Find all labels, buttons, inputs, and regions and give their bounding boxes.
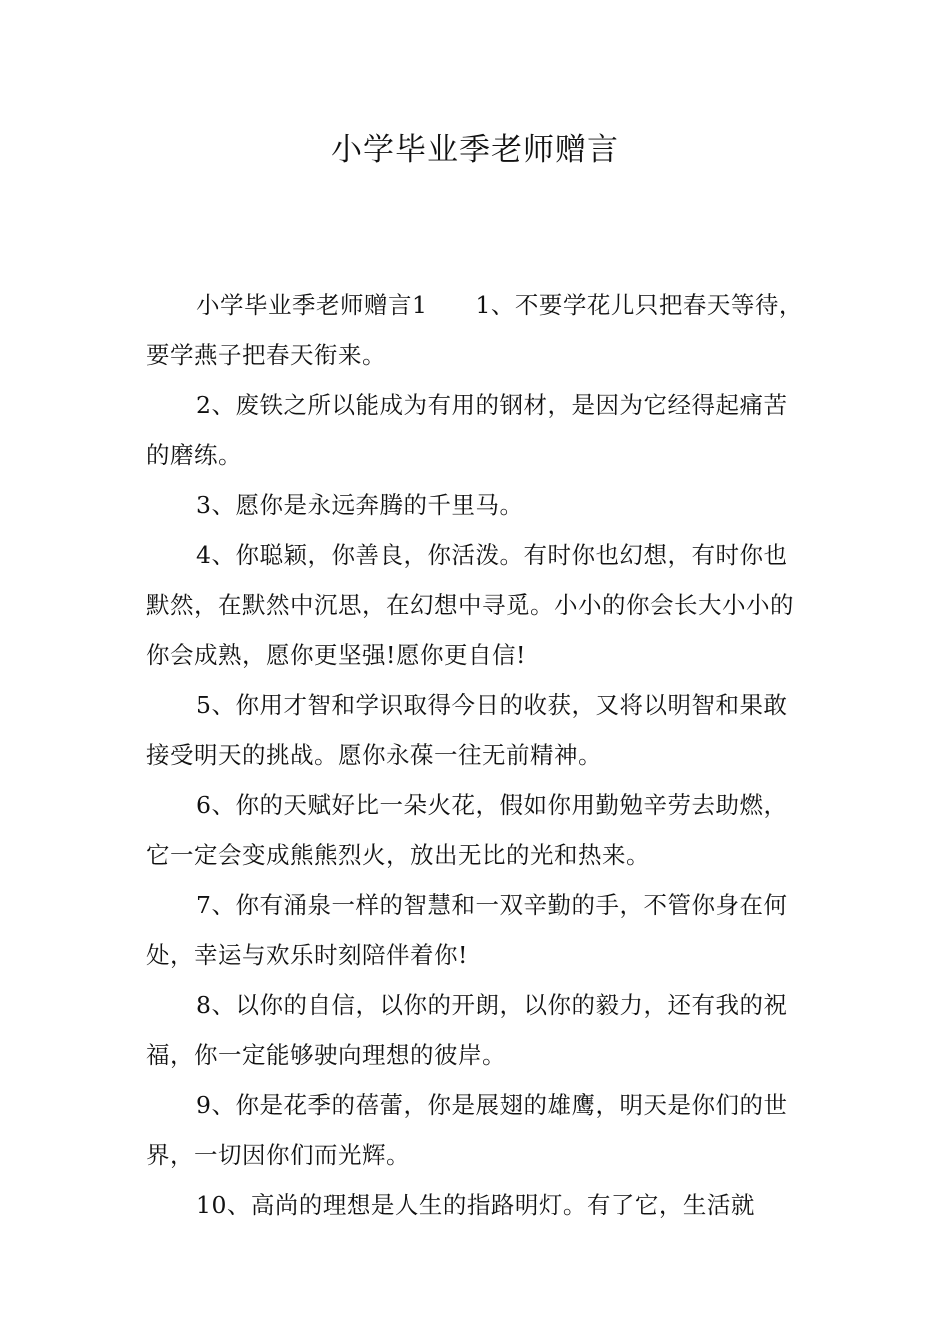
paragraph-3: 3、愿你是永远奔腾的千里马。: [196, 491, 524, 519]
paragraph-5: 5、你用才智和学识取得今日的收获，又将以明智和果敢接受明天的挑战。愿你永葆一往无前精神。: [146, 691, 788, 769]
paragraph-1: 小学毕业季老师赠言1 1、不要学花儿只把春天等待，要学燕子把春天衔来。: [146, 291, 803, 369]
paragraph-9: 9、你是花季的蓓蕾，你是展翅的雄鹰，明天是你们的世界，一切因你们而光辉。: [146, 1091, 788, 1169]
paragraph-7: 7、你有涌泉一样的智慧和一双辛勤的手，不管你身在何处，幸运与欢乐时刻陪伴着你!: [146, 891, 788, 969]
document-body: [146, 280, 811, 1230]
paragraph-4: 4、你聪颖，你善良，你活泼。有时你也幻想，有时你也默然，在默然中沉思，在幻想中寻觅。小小的你会长大小小的你会成熟，愿你更坚强!愿你更自信!: [146, 541, 794, 669]
paragraph-2: 2、废铁之所以能成为有用的钢材，是因为它经得起痛苦的磨练。: [146, 391, 788, 469]
document-title: 小学毕业季老师赠言: [331, 132, 619, 168]
paragraph-6: 6、你的天赋好比一朵火花，假如你用勤勉辛劳去助燃，它一定会变成熊熊烈火，放出无比的光和热来。: [146, 791, 788, 869]
paragraph-10: 10、高尚的理想是人生的指路明灯。有了它，生活就: [196, 1191, 755, 1219]
paragraph-8: 8、以你的自信，以你的开朗，以你的毅力，还有我的祝福，你一定能够驶向理想的彼岸。: [146, 991, 788, 1069]
